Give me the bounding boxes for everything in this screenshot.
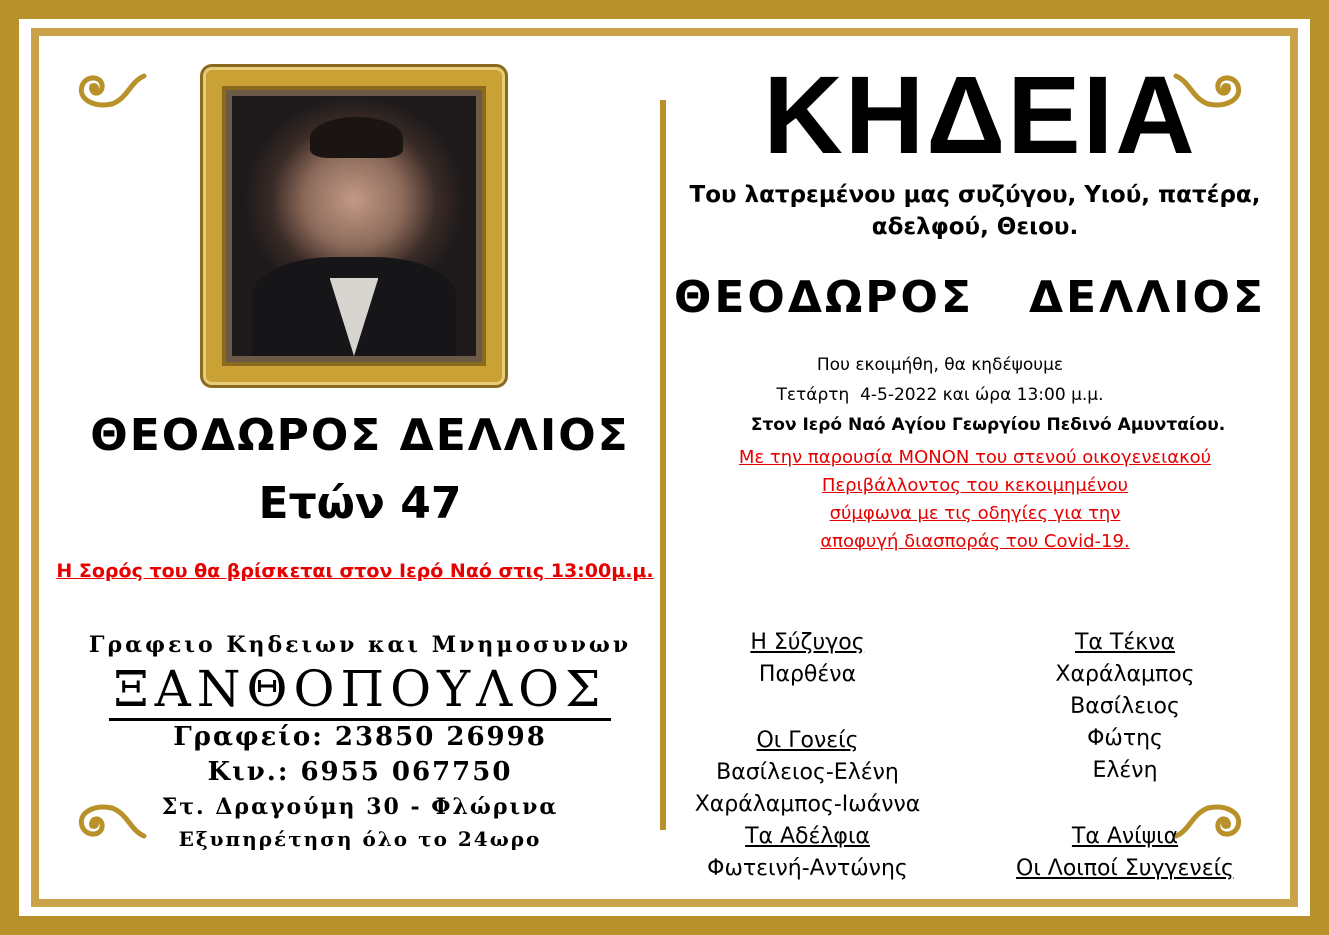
dedication-line-2: αδελφού, Θειου. [871, 214, 1079, 240]
detail-line-2: Τετάρτη 4-5-2022 και ώρα 13:00 μ.μ. [776, 385, 1104, 405]
siblings-name-1: Φωτεινή-Αντώνης [707, 856, 908, 881]
detail-line-1: Που εκοιμήθη, θα κηδέψουμε [816, 355, 1064, 375]
covid-notice-2: Περιβάλλοντος του κεκοιμημένου [821, 475, 1129, 496]
parents-name-2: Χαράλαμπος-Ιωάννα [694, 792, 921, 817]
portrait-photo [232, 96, 476, 356]
brand-text: ΞΑΝΘΟΠΟΥΛΟΣ [109, 660, 610, 721]
covid-notice-1: Με την παρουσία ΜΟΝΟΝ του στενού οικογενειακού [738, 447, 1212, 468]
funeral-home-address: Στ. Δραγούμη 30 - Φλώρινα [161, 794, 559, 820]
funeral-home-service: Εξυπηρέτηση όλο το 24ωρο [178, 827, 542, 851]
portrait-frame [206, 70, 502, 382]
office-phone: Γραφείο: 23850 26998 [173, 722, 547, 752]
spouse-heading: Η Σύζυγος [750, 630, 865, 655]
deceased-name-left: ΘΕΟΔΩΡΟΣ ΔΕΛΛΙΟΣ [90, 410, 630, 461]
nephews-heading: Τα Ανίψια [1071, 824, 1179, 849]
deceased-age: Ετών 47 [258, 478, 462, 529]
funeral-home-brand [60, 660, 660, 718]
family-right-column [990, 627, 1260, 885]
parents-heading: Οι Γονείς [756, 728, 859, 753]
spouse-name: Παρθένα [758, 662, 857, 687]
child-name-3: Φώτης [1087, 726, 1163, 751]
parents-name-1: Βασίλειος-Ελένη [716, 760, 899, 785]
detail-line-3: Στον Ιερό Ναό Αγίου Γεωργίου Πεδινό Αμυνταίου. [750, 415, 1226, 435]
remains-notice: Η Σορός του θα βρίσκεται στον Ιερό Ναό στις 13:00μ.μ. [56, 560, 654, 582]
relatives-heading: Οι Λοιποί Συγγενείς [1016, 856, 1234, 881]
flourish-top-left-icon [72, 68, 152, 112]
covid-notice-3: σύμφωνα με τις οδηγίες για την [829, 503, 1121, 524]
funeral-home-heading: Γραφειο Κηδειων και Μνημοσυνων [88, 632, 632, 658]
child-name-2: Βασίλειος [1070, 694, 1180, 719]
funeral-title: ΚΗΔΕΙΑ [763, 54, 1197, 177]
family-left-column [680, 627, 935, 885]
child-name-4: Ελένη [1092, 758, 1158, 783]
dedication-line-1: Του λατρεμένου μας συζύγου, Υιού, πατέρα, [689, 182, 1261, 208]
siblings-heading: Τα Αδέλφια [745, 824, 870, 849]
column-divider [660, 100, 666, 830]
deceased-name-right: ΘΕΟΔΩΡΟΣ ΔΕΛΛΙΟΣ [673, 272, 1267, 323]
mobile-phone: Κιν.: 6955 067750 [207, 757, 513, 787]
child-name-1: Χαράλαμπος [1055, 662, 1195, 687]
children-heading: Τα Τέκνα [1074, 630, 1176, 655]
covid-notice-4: αποφυγή διασποράς του Covid-19. [820, 531, 1130, 552]
